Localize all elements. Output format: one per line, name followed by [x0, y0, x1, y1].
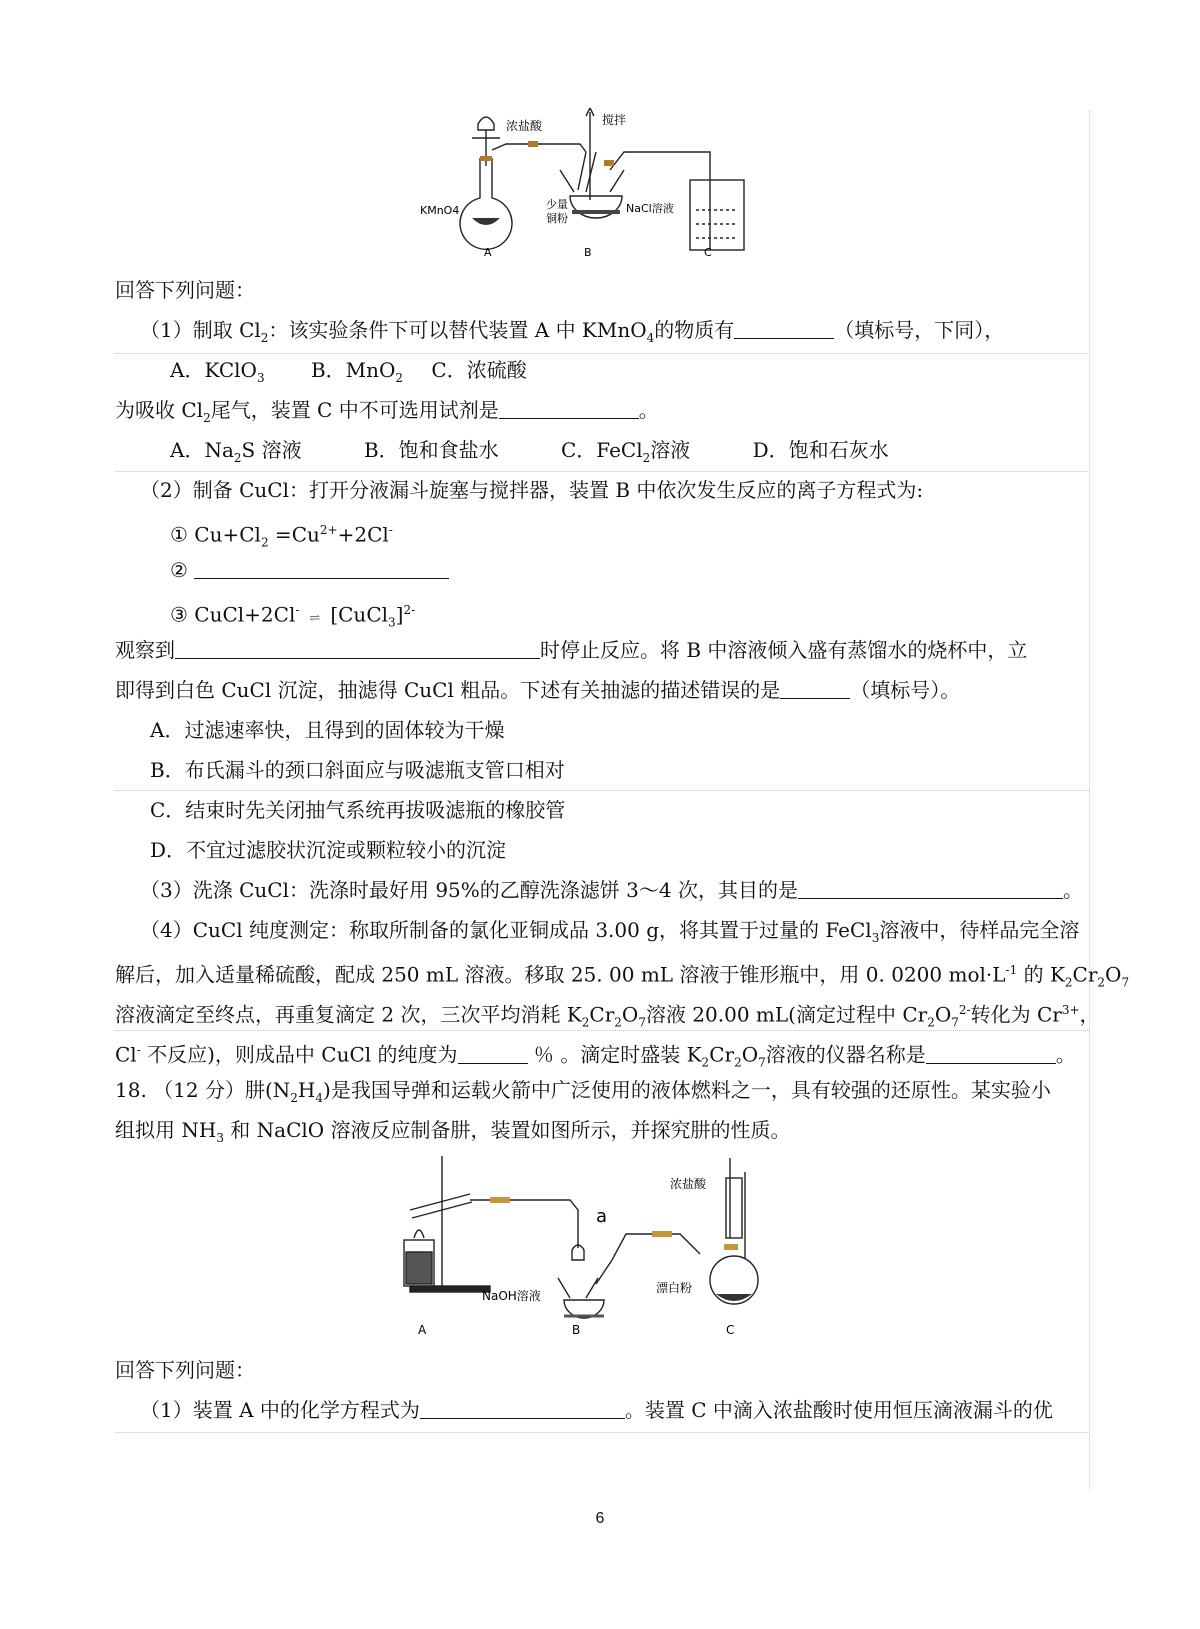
q1-options-1: A．KClO$_3$ B．MnO$_2$ C．浓硫酸	[170, 358, 527, 385]
divider	[115, 790, 1090, 791]
q2-option-b: B．布氏漏斗的颈口斜面应与吸滤瓶支管口相对	[150, 758, 565, 782]
label-kmno4: KMnO4	[420, 204, 460, 217]
q2-eq3: ③ CuCl+2Cl-⇌ [CuCl$_3$]$^{2-}$	[170, 602, 416, 630]
q2-eq2: ②	[170, 556, 1145, 584]
answer-blank	[734, 318, 834, 339]
q2-option-d: D．不宜过滤胶状沉淀或颗粒较小的沉淀	[150, 838, 507, 862]
answer-blank	[458, 1043, 528, 1064]
label-a: A	[484, 246, 492, 259]
page-number: 6	[595, 1510, 605, 1527]
intro-text-1: 回答下列问题：	[115, 278, 255, 302]
q3-line: （3）洗涤 CuCl：洗涤时最好用 95%的乙醇洗涤滤饼 3～4 次，其目的是 。	[140, 878, 1083, 902]
q2-intro: （2）制备 CuCl：打开分液漏斗旋塞与搅拌器，装置 B 中依次发生反应的离子方程式为:	[140, 478, 924, 502]
label-cu-powder-1: 少量	[546, 198, 568, 211]
label-bleach: 漂白粉	[656, 1281, 693, 1295]
answer-blank	[194, 558, 449, 579]
label-b: B	[584, 246, 592, 259]
label-conc-hcl-2: 浓盐酸	[670, 1177, 707, 1191]
divider	[115, 1030, 1090, 1031]
apparatus-figure-1	[410, 100, 780, 265]
q2-observe: 观察到 时停止反应。将 B 中溶液倾入盛有蒸馏水的烧杯中，立	[115, 638, 1028, 662]
q4-line-2: 解后，加入适量稀硫酸，配成 250 mL 溶液。移取 25. 00 mL 溶液于锥形瓶中，用 0. 0200 $mol\cdot L^{-1}$ 的 $K_2Cr_2O_7$	[115, 962, 1130, 990]
divider	[115, 471, 1090, 472]
q1-line-1: （1）制取 $Cl_2$：该实验条件下可以替代装置 A 中 KMnO$_4$的物质有 （填标号，下同），	[140, 318, 1005, 345]
apparatus-figure-2	[390, 1148, 790, 1348]
answer-blank	[499, 398, 639, 419]
label-stir: 搅拌	[602, 113, 627, 127]
q4-line-3: 溶液滴定至终点，再重复滴定 2 次，三次平均消耗 $K_2Cr_2O_7$溶液 20.00 mL(滴定过程中 $Cr_2O_7^{2-}$转化为 $Cr^{3+}$，	[115, 1002, 1100, 1030]
label-cu-powder-2: 铜粉	[546, 212, 568, 225]
divider	[115, 353, 1090, 354]
q2-eq1: ① $Cu+Cl_2 =Cu^{2+}+2Cl^-$	[170, 522, 393, 550]
q4-line-4: Cl- 不反应)，则成品中 CuCl 的纯度为 ％ 。滴定时盛装 $K_2Cr_2O_7$溶液的仪器名称是 。	[115, 1042, 1076, 1070]
label-A: A	[418, 1323, 427, 1337]
q1-line-3: 为吸收 $Cl_2$尾气，装置 C 中不可选用试剂是 。	[115, 398, 659, 425]
label-B: B	[572, 1323, 581, 1337]
label-C: C	[726, 1323, 735, 1337]
label-naoh: NaOH溶液	[482, 1289, 541, 1303]
label-c: C	[704, 246, 712, 259]
q2-option-a: A．过滤速率快，且得到的固体较为干燥	[150, 718, 505, 742]
label-nacl: NaCl溶液	[626, 202, 674, 215]
label-conc-hcl: 浓盐酸	[506, 119, 543, 133]
answer-blank	[420, 1398, 625, 1419]
answer-blank	[926, 1043, 1056, 1064]
q18-line-2: 组拟用 $NH_3$ 和 NaClO 溶液反应制备肼，装置如图所示，并探究肼的性质。	[115, 1118, 791, 1145]
q2-option-c: C．结束时先关闭抽气系统再拔吸滤瓶的橡胶管	[150, 798, 566, 822]
answer-blank	[798, 878, 1063, 899]
divider	[115, 1432, 1090, 1433]
q1-options-2: A．$Na_2S$ 溶液 B．饱和食盐水 C．FeCl$_2$溶液 D．饱和石灰水	[170, 438, 889, 465]
q18-line-1: 18. （12 分）肼$(N_2H_4)$是我国导弹和运载火箭中广泛使用的液体燃料之一，具有较强的还原性。某实验小	[115, 1078, 1051, 1105]
q4-line-1: （4）CuCl 纯度测定：称取所制备的氯化亚铜成品 3.00 g，将其置于过量的 FeCl$_3$溶液中，待样品完全溶	[140, 918, 1080, 945]
q2-observe-2: 即得到白色 CuCl 沉淀，抽滤得 CuCl 粗品。下述有关抽滤的描述错误的是 （填标号）。	[115, 678, 961, 702]
intro-text-2: 回答下列问题：	[115, 1358, 255, 1382]
answer-blank	[175, 638, 540, 659]
answer-blank	[780, 678, 850, 699]
equilibrium-arrow-icon: ⇌	[309, 610, 321, 626]
label-a-lower: a	[596, 1206, 608, 1227]
q18-part1: （1）装置 A 中的化学方程式为 。装置 C 中滴入浓盐酸时使用恒压滴液漏斗的优	[140, 1398, 1053, 1422]
